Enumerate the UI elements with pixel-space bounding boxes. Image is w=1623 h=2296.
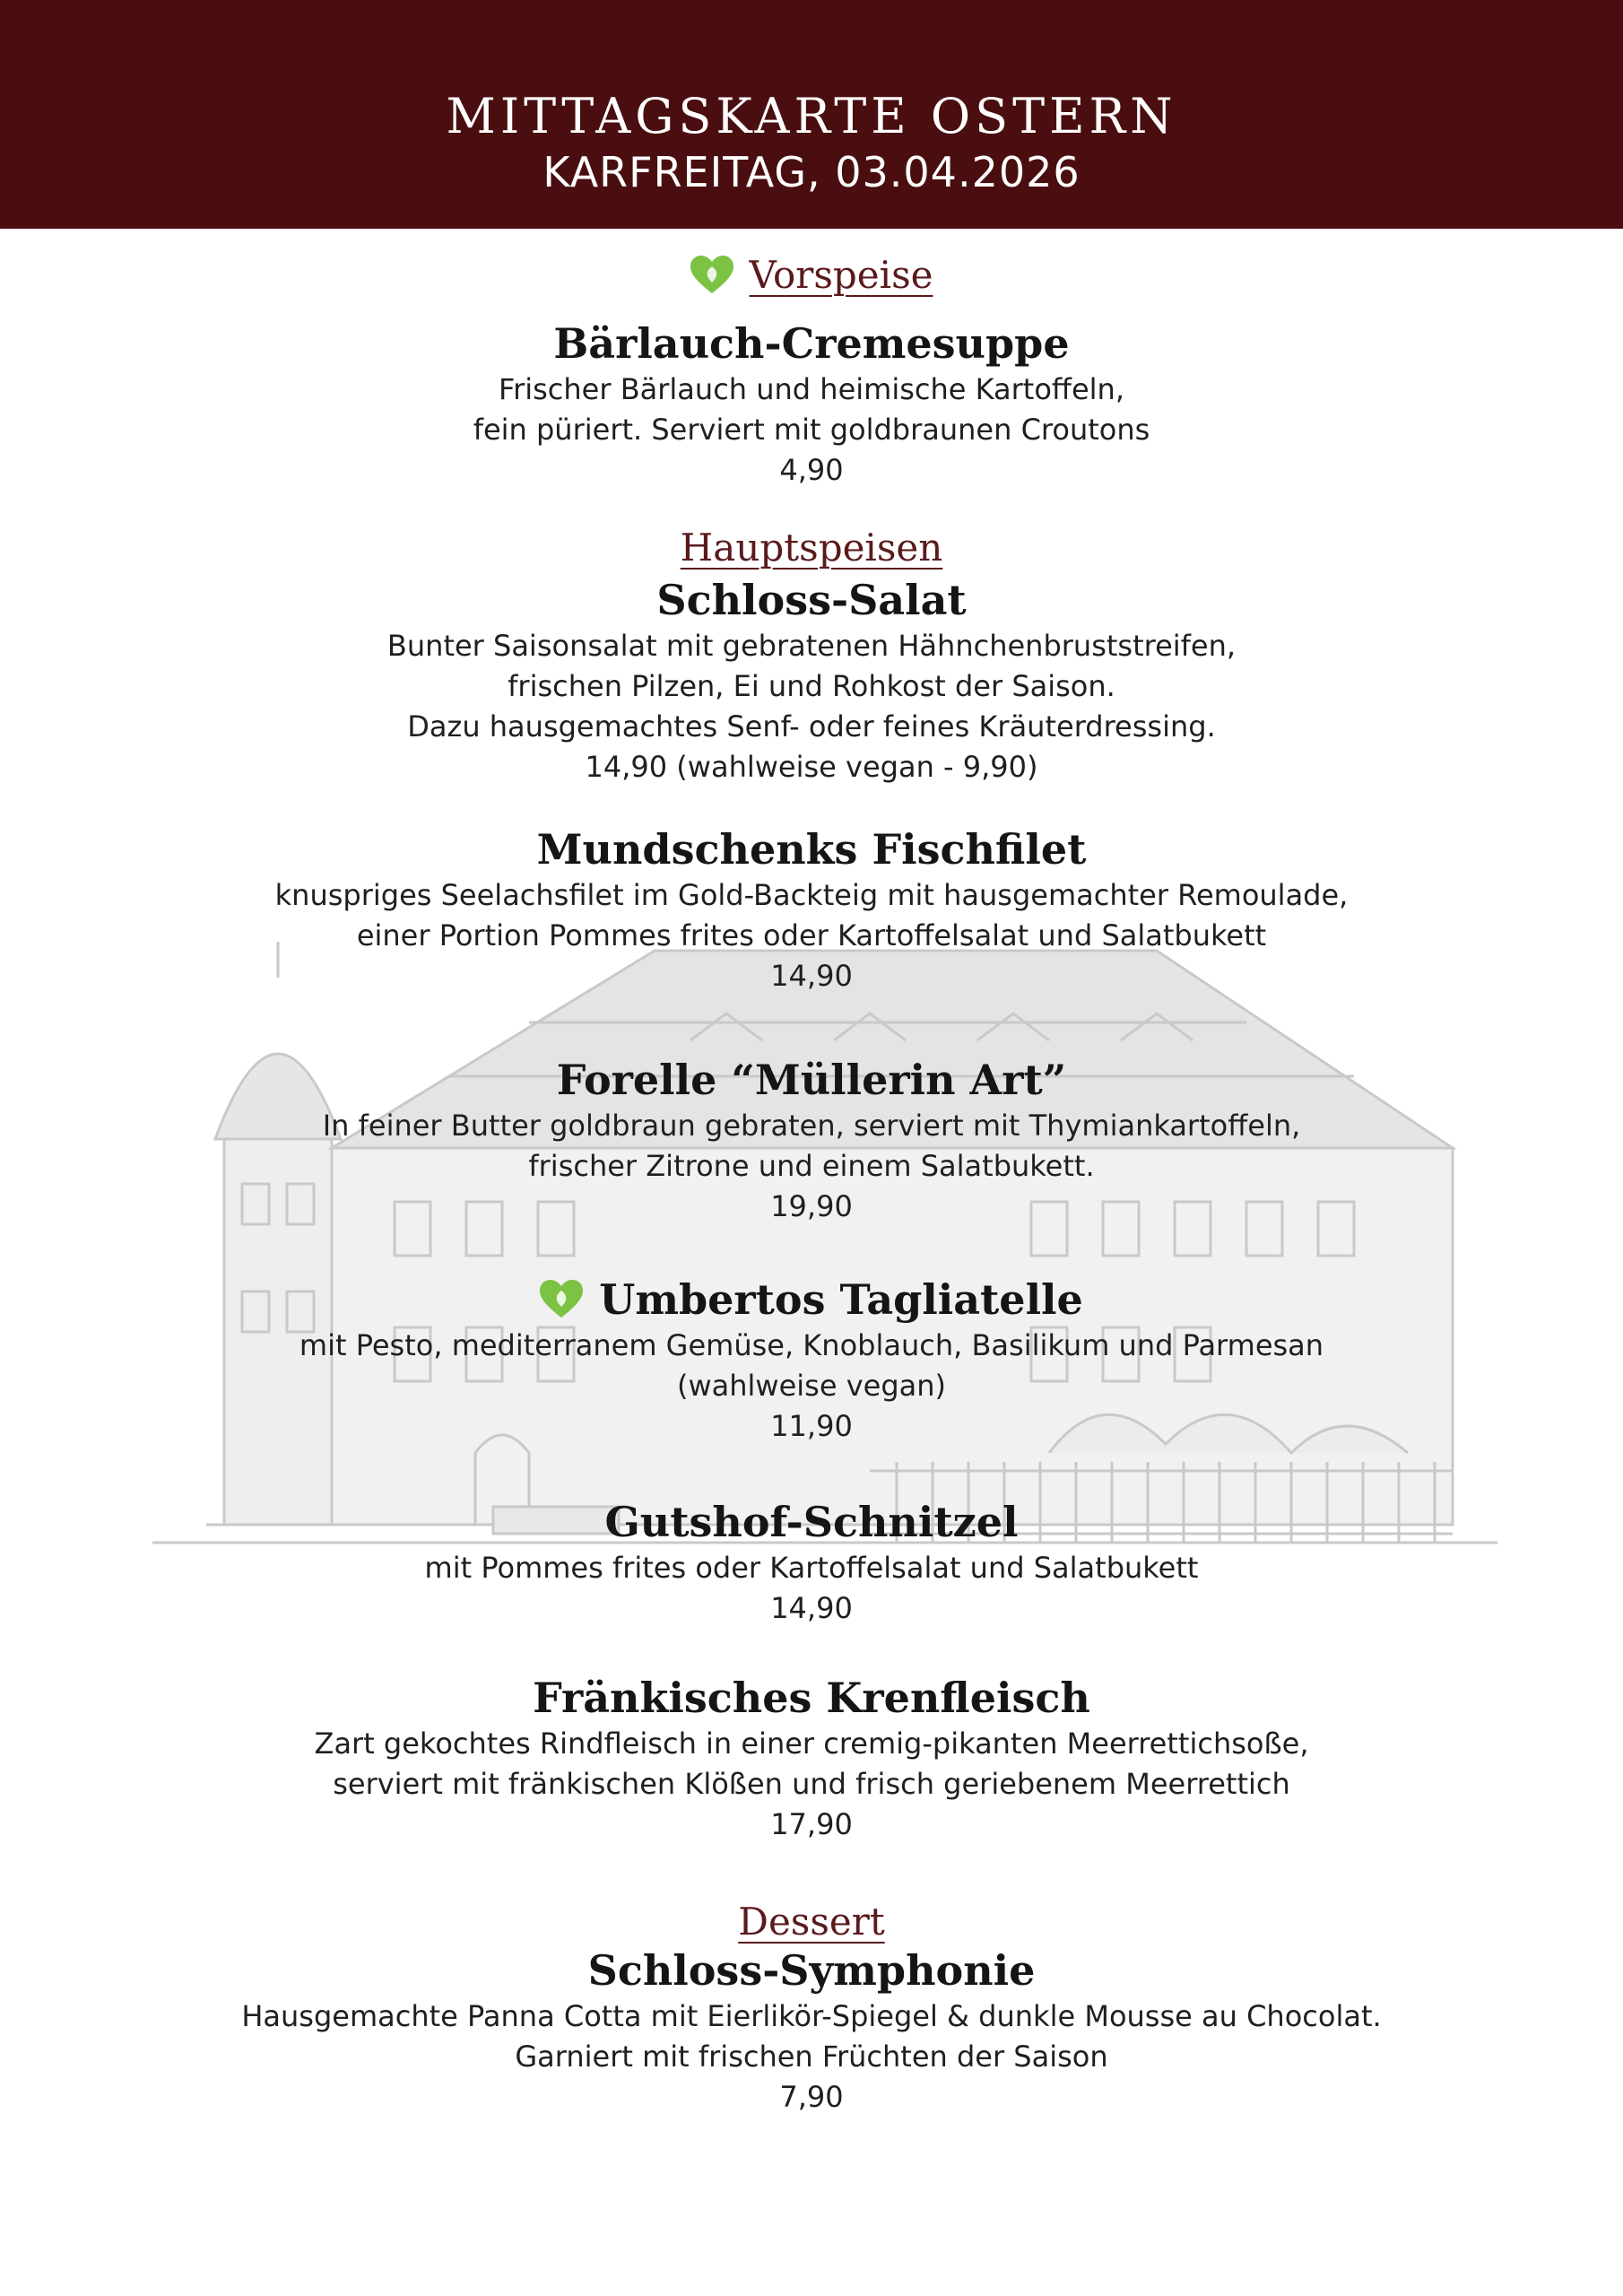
dish-main-1 (0, 574, 1623, 787)
vegetarian-heart-icon (690, 256, 733, 295)
dish-price: 14,90 (wahlweise vegan - 9,90) (585, 750, 1038, 784)
dish-price: 11,90 (770, 1409, 853, 1443)
dish-description-line: (wahlweise vegan) (676, 1369, 947, 1403)
dish-dessert-1 (0, 1944, 1623, 2118)
dish-name: Schloss-Symphonie (587, 1946, 1036, 1995)
dish-description-line: mit Pesto, mediterranem Gemüse, Knoblauch, Basilikum und Parmesan (299, 1328, 1324, 1362)
dish-description-line: knuspriges Seelachsfilet im Gold-Backteig mit hausgemachter Remoulade, (274, 878, 1349, 912)
dish-name: Bärlauch-Cremesuppe (553, 319, 1070, 368)
dish-name: Umbertos Tagliatelle (599, 1275, 1083, 1324)
dish-price: 7,90 (779, 2080, 844, 2114)
menu-date: KARFREITAG, 03.04.2026 (542, 148, 1081, 196)
dish-description-line: Frischer Bärlauch und heimische Kartoffeln, (499, 372, 1124, 406)
castle-illustration (152, 915, 1497, 1578)
dish-description-line: mit Pommes frites oder Kartoffelsalat und Salatbukett (424, 1551, 1199, 1585)
dish-description-line: In feiner Butter goldbraun gebraten, serviert mit Thymiankartoffeln, (322, 1109, 1301, 1143)
dish-name: Fränkisches Krenfleisch (533, 1674, 1090, 1722)
dish-name: Gutshof-Schnitzel (604, 1498, 1019, 1546)
dish-main-5 (0, 1496, 1623, 1629)
dish-name: Schloss-Salat (656, 576, 967, 624)
section-title-dessert: Dessert (738, 1900, 885, 1944)
dish-name: Mundschenks Fischfilet (536, 825, 1087, 874)
section-title-starter: Vorspeise (749, 253, 933, 297)
dish-description-line: frischer Zitrone und einem Salatbukett. (528, 1149, 1095, 1183)
dish-price: 17,90 (770, 1807, 853, 1841)
dish-description-line: Bunter Saisonsalat mit gebratenen Hähnchenbruststreifen, (386, 629, 1237, 663)
dish-description-line: Hausgemachte Panna Cotta mit Eierlikör-Spiegel & dunkle Mousse au Chocolat. (241, 1999, 1382, 2033)
section-dessert-heading (0, 1898, 1623, 1946)
dish-name: Forelle “Müllerin Art” (556, 1056, 1067, 1104)
menu-header (0, 0, 1623, 229)
dish-description-line: einer Portion Pommes frites oder Kartoffelsalat und Salatbukett (356, 918, 1267, 952)
dish-price: 19,90 (770, 1189, 853, 1223)
dish-main-3 (0, 1054, 1623, 1227)
vegetarian-heart-icon (540, 1280, 583, 1319)
dish-description-line: frischen Pilzen, Ei und Rohkost der Saison. (508, 669, 1115, 703)
dish-main-6 (0, 1672, 1623, 1845)
dish-price: 14,90 (770, 1591, 853, 1625)
dish-description-line: Dazu hausgemachtes Senf- oder feines Kräuterdressing. (407, 709, 1216, 744)
section-title-mains: Hauptspeisen (680, 526, 943, 570)
dish-starter-1 (0, 317, 1623, 491)
dish-price: 4,90 (779, 453, 844, 487)
dish-main-2 (0, 823, 1623, 996)
dish-main-4 (0, 1274, 1623, 1447)
section-mains-heading (0, 524, 1623, 572)
dish-price: 14,90 (770, 959, 853, 993)
menu-title: MITTAGSKARTE OSTERN (446, 88, 1177, 144)
dish-description-line: Garniert mit frischen Früchten der Saison (515, 2039, 1108, 2074)
dish-description-line: fein püriert. Serviert mit goldbraunen Croutons (473, 413, 1150, 447)
section-starter (0, 251, 1623, 300)
dish-description-line: Zart gekochtes Rindfleisch in einer cremig-pikanten Meerrettichsoße, (314, 1726, 1309, 1761)
section-starter-heading (690, 251, 933, 300)
dish-heading-with-icon (540, 1274, 1083, 1326)
dish-description-line: serviert mit fränkischen Klößen und frisch geriebenem Meerrettich (333, 1767, 1290, 1801)
